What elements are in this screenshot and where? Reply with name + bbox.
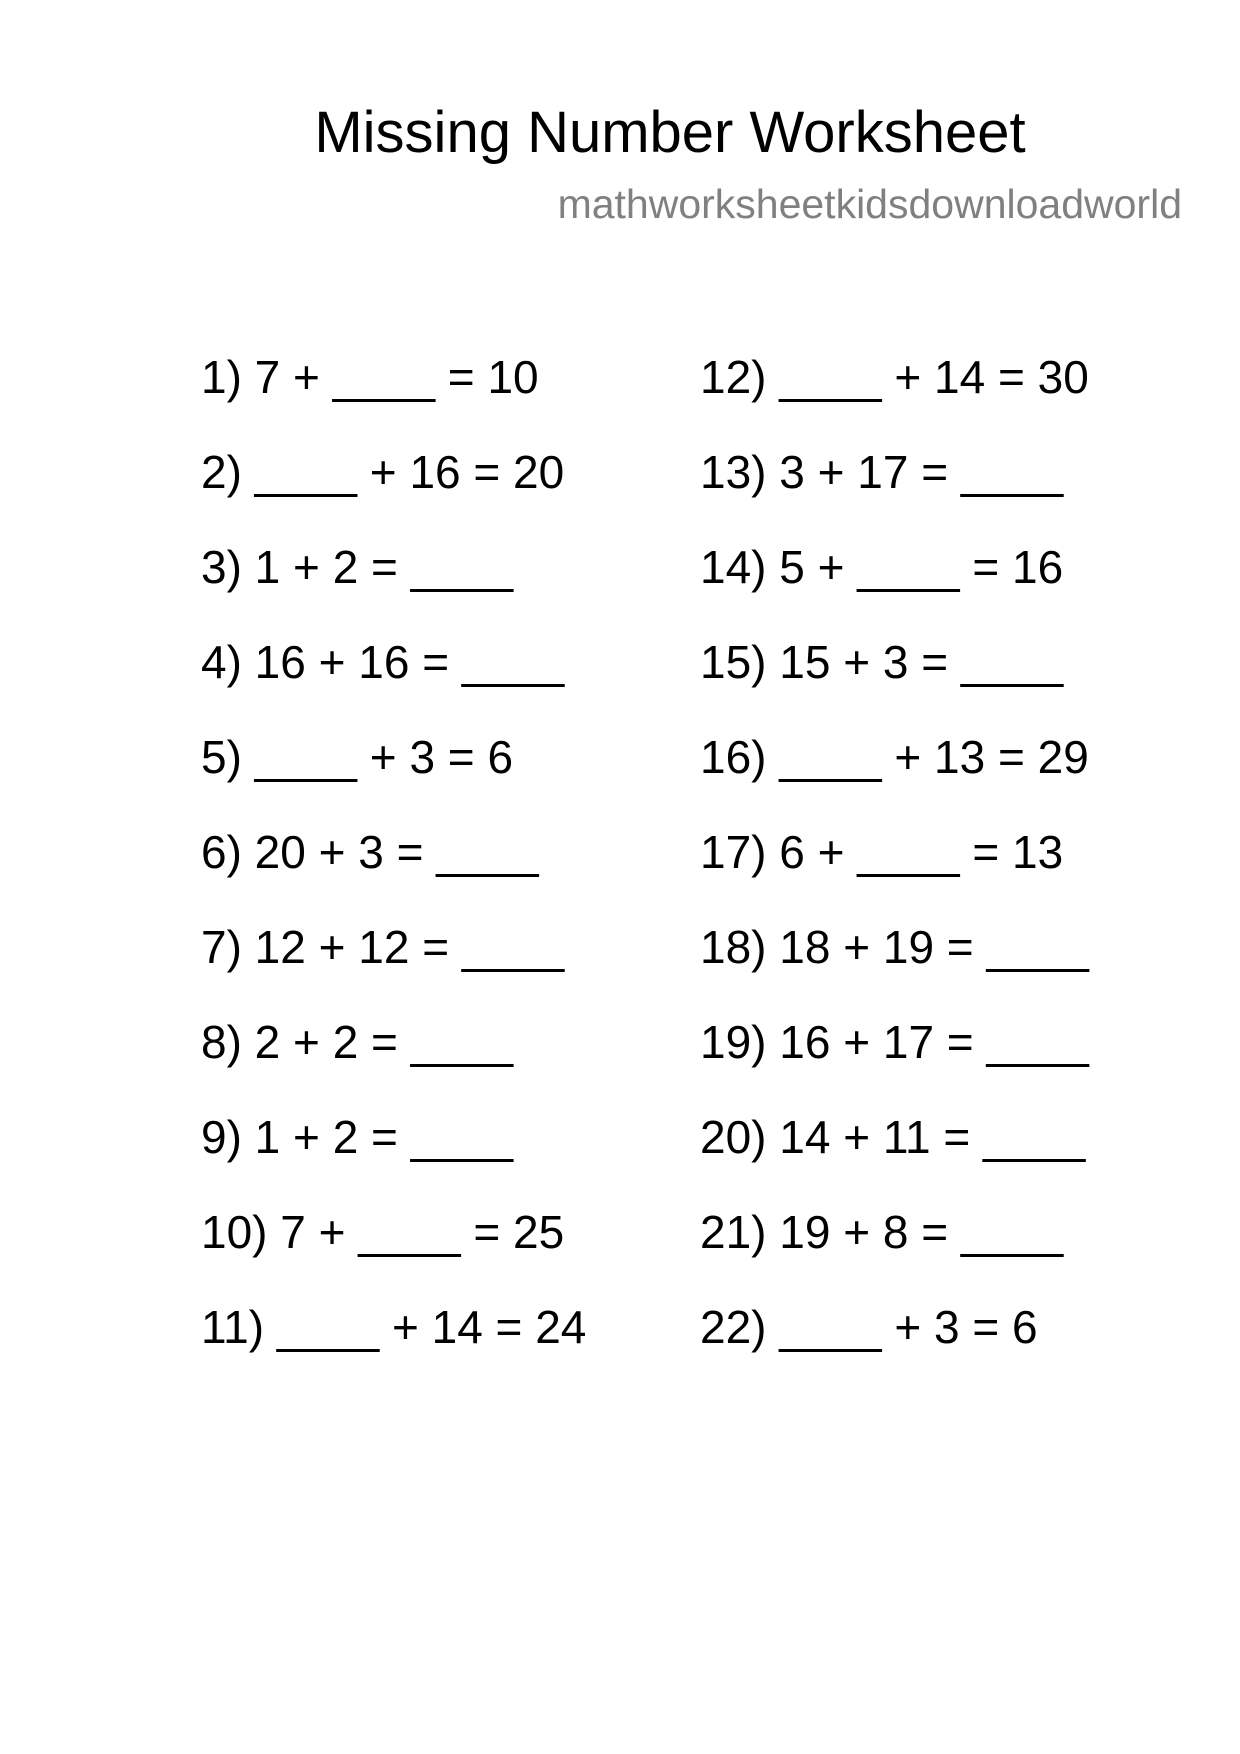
- problem-item: 22) ____ + 3 = 6: [700, 1301, 1038, 1353]
- problem-item: 5) ____ + 3 = 6: [201, 731, 514, 783]
- problem-item: 18) 18 + 19 = ____: [700, 921, 1089, 973]
- problem-item: 12) ____ + 14 = 30: [700, 351, 1089, 403]
- problem-item: 20) 14 + 11 = ____: [700, 1111, 1086, 1163]
- problem-column-right: [700, 330, 1089, 1375]
- problem-item: 19) 16 + 17 = ____: [700, 1016, 1089, 1068]
- problem-item: 14) 5 + ____ = 16: [700, 541, 1064, 593]
- problem-item: 17) 6 + ____ = 13: [700, 826, 1064, 878]
- watermark-text: mathworksheetkidsdownloadworld: [557, 181, 1182, 227]
- problem-column-left: [201, 330, 586, 1375]
- problem-item: 15) 15 + 3 = ____: [700, 636, 1064, 688]
- problem-item: 11) ____ + 14 = 24: [201, 1301, 587, 1353]
- problem-item: 13) 3 + 17 = ____: [700, 446, 1064, 498]
- problem-item: 10) 7 + ____ = 25: [201, 1206, 565, 1258]
- problem-item: 21) 19 + 8 = ____: [700, 1206, 1064, 1258]
- problem-item: 8) 2 + 2 = ____: [201, 1016, 514, 1068]
- problem-item: 9) 1 + 2 = ____: [201, 1111, 514, 1163]
- problem-item: 16) ____ + 13 = 29: [700, 731, 1089, 783]
- page-title: Missing Number Worksheet: [314, 100, 1026, 165]
- problem-item: 2) ____ + 16 = 20: [201, 446, 565, 498]
- problem-item: 6) 20 + 3 = ____: [201, 826, 539, 878]
- problem-item: 7) 12 + 12 = ____: [201, 921, 565, 973]
- problem-item: 1) 7 + ____ = 10: [201, 351, 539, 403]
- problem-item: 3) 1 + 2 = ____: [201, 541, 514, 593]
- problem-item: 4) 16 + 16 = ____: [201, 636, 565, 688]
